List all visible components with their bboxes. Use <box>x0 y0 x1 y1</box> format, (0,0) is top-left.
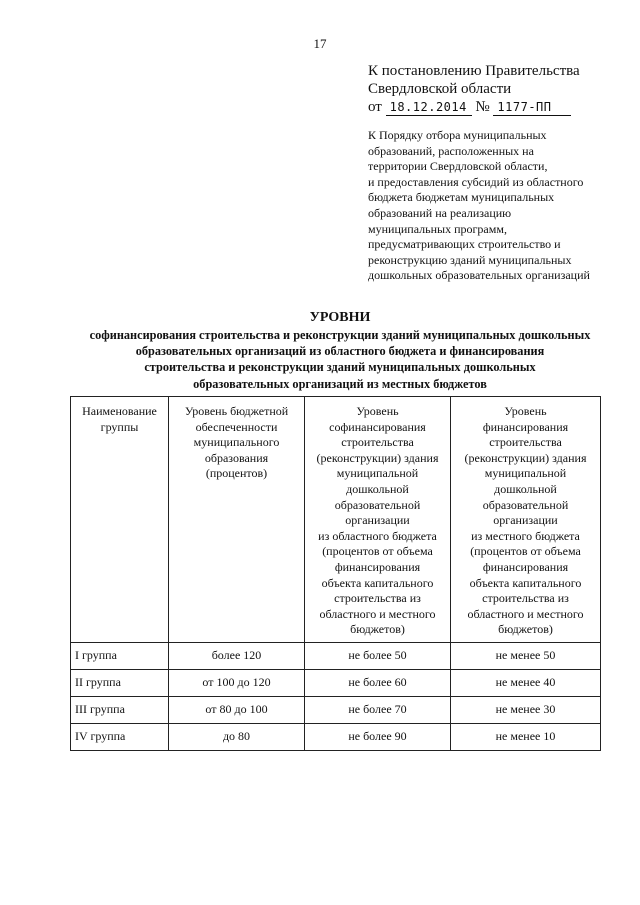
header-line: дошкольной <box>494 481 557 496</box>
header-line: объекта капитального <box>321 575 434 590</box>
table-header-row <box>71 397 601 643</box>
header-line: софинансирования <box>329 419 426 434</box>
cell-regional-share: не более 70 <box>305 696 451 723</box>
cell-group: II группа <box>71 669 169 696</box>
procedure-line: К Порядку отбора муниципальных <box>368 128 547 142</box>
cell-local-share: не менее 30 <box>451 696 601 723</box>
document-title <box>40 309 640 392</box>
procedure-line: предусматривающих строительство и <box>368 237 561 252</box>
title-sub-line: строительства и реконструкции зданий муниципальных дошкольных <box>144 360 536 375</box>
levels-table <box>70 396 601 751</box>
cell-local-share: не менее 40 <box>451 669 601 696</box>
page-number: 17 <box>313 36 327 51</box>
table-row <box>71 642 601 669</box>
table-row <box>71 669 601 696</box>
cell-local-share: не менее 10 <box>451 723 601 750</box>
table-row <box>71 723 601 750</box>
procedure-line: территории Свердловской области, <box>368 159 548 174</box>
title-subtitle <box>40 327 640 392</box>
header-line: дошкольной <box>346 481 409 496</box>
cell-budget-level: до 80 <box>169 723 305 750</box>
date-prefix: от <box>368 99 382 115</box>
cell-regional-share: не более 60 <box>305 669 451 696</box>
header-local-financing <box>451 397 601 643</box>
header-line: образовательной <box>334 497 421 512</box>
decree-date: 18.12.2014 <box>386 100 472 116</box>
cell-budget-level: более 120 <box>169 642 305 669</box>
header-line: муниципальной <box>336 466 419 481</box>
header-line: бюджетов) <box>498 622 553 637</box>
header-line: образования <box>204 450 269 465</box>
procedure-line: дошкольных образовательных организаций <box>368 268 590 283</box>
header-line: финансирования <box>482 559 569 574</box>
procedure-line: реконструкцию зданий муниципальных <box>368 252 572 267</box>
header-line: строительства <box>489 435 562 450</box>
header-line: (процентов от объема <box>470 544 581 559</box>
cell-local-share: не менее 50 <box>451 642 601 669</box>
header-line: объекта капитального <box>469 575 582 590</box>
header-group-name <box>71 397 169 643</box>
header-regional-cofinancing <box>305 397 451 643</box>
cell-regional-share: не более 50 <box>305 642 451 669</box>
header-line: (реконструкции) здания <box>316 450 439 465</box>
header-line: группы <box>100 419 139 434</box>
header-line: (процентов) <box>205 466 268 481</box>
cell-group: III группа <box>71 696 169 723</box>
header-budget-level <box>169 397 305 643</box>
approval-block <box>368 62 628 116</box>
header-line: организации <box>493 513 558 528</box>
header-line: строительства <box>341 435 414 450</box>
procedure-line: бюджета бюджетам муниципальных <box>368 190 555 205</box>
cell-budget-level: от 80 до 100 <box>169 696 305 723</box>
procedure-line: муниципальных программ, <box>368 221 507 236</box>
approval-date-line <box>368 98 628 116</box>
header-line: муниципального <box>193 435 280 450</box>
header-line: строительства из <box>334 591 421 606</box>
approval-line-2: Свердловской области <box>368 81 512 97</box>
approval-line-1: К постановлению Правительства <box>368 63 580 79</box>
decree-number: 1177-ПП <box>493 100 571 116</box>
procedure-line: образований на реализацию <box>368 205 512 220</box>
number-prefix: № <box>475 99 490 115</box>
header-line: из местного бюджета <box>471 528 580 543</box>
header-line: Наименование <box>82 404 157 418</box>
procedure-reference <box>368 128 633 284</box>
header-line: (процентов от объема <box>322 544 433 559</box>
header-line: (реконструкции) здания <box>464 450 587 465</box>
header-line: из областного бюджета <box>318 528 437 543</box>
header-line: финансирования <box>334 559 421 574</box>
procedure-line: и предоставления субсидий из областного <box>368 174 584 189</box>
header-line: организации <box>345 513 410 528</box>
header-line: областного и местного <box>467 606 584 621</box>
title-sub-line: образовательных организаций из местных бюджетов <box>193 376 487 391</box>
header-line: образовательной <box>482 497 569 512</box>
table-row <box>71 696 601 723</box>
header-line: Уровень бюджетной <box>184 404 289 418</box>
title-sub-line: образовательных организаций из областного бюджета и финансирования <box>135 344 545 359</box>
header-line: областного и местного <box>319 606 436 621</box>
cell-group: IV группа <box>71 723 169 750</box>
header-line: финансирования <box>482 419 569 434</box>
header-line: Уровень <box>504 404 547 418</box>
cell-budget-level: от 100 до 120 <box>169 669 305 696</box>
procedure-line: образований, расположенных на <box>368 143 534 158</box>
title-main: УРОВНИ <box>309 310 371 325</box>
header-line: обеспеченности <box>195 419 278 434</box>
header-line: бюджетов) <box>350 622 405 637</box>
header-line: Уровень <box>356 404 399 418</box>
cell-regional-share: не более 90 <box>305 723 451 750</box>
title-sub-line: софинансирования строительства и реконструкции зданий муниципальных дошкольных <box>89 328 591 342</box>
header-line: строительства из <box>482 591 569 606</box>
cell-group: I группа <box>71 642 169 669</box>
header-line: муниципальной <box>484 466 567 481</box>
